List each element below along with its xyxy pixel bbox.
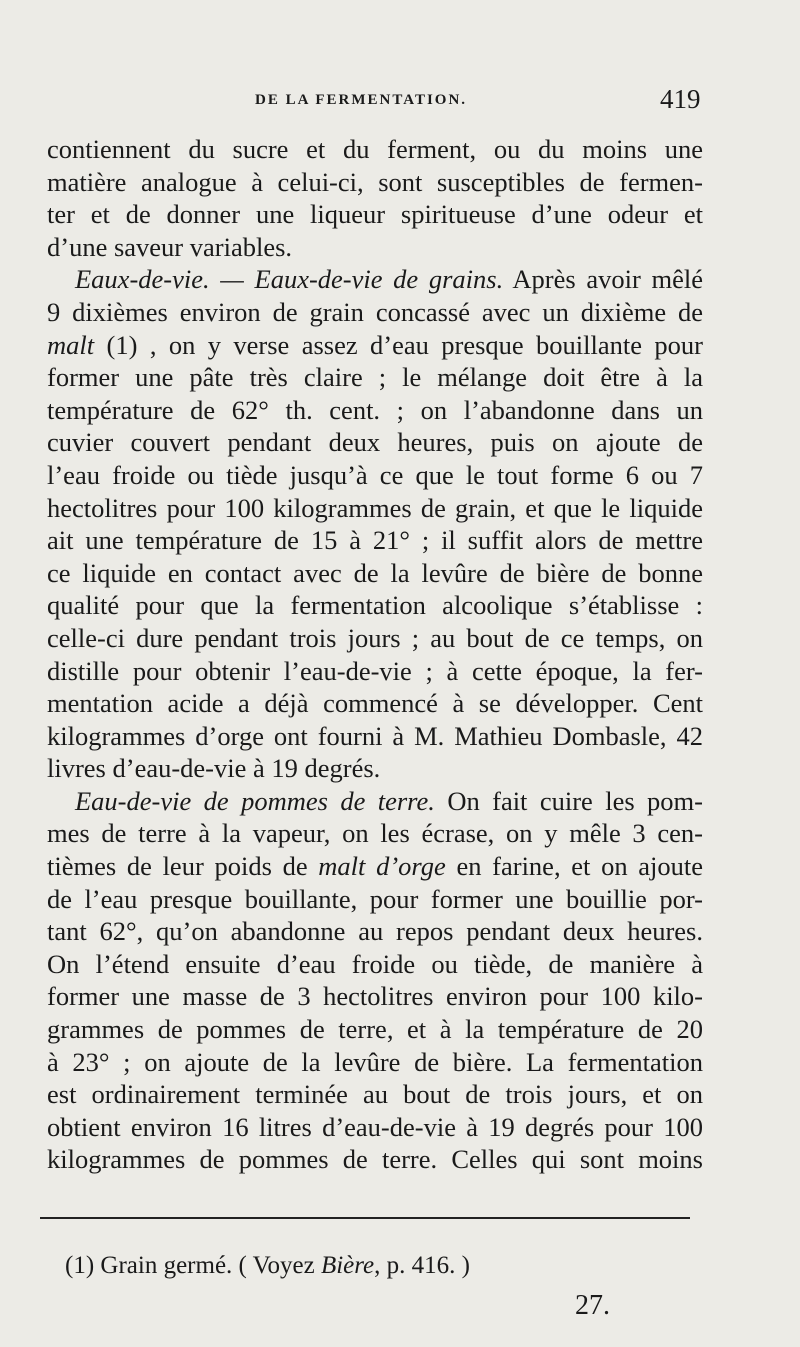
text-line — [47, 785, 703, 818]
text-line: à 23° ; on ajoute de la levûre de bière. La fermentation — [47, 1046, 703, 1077]
text-line — [47, 329, 703, 362]
footnote-italic: Bière — [320, 1252, 375, 1279]
text-line: d’une saveur variables. — [47, 231, 293, 262]
footnote — [65, 1252, 470, 1280]
text-line: celle-ci dure pendant trois jours ; au bout de ce temps, on — [47, 622, 703, 653]
body-text — [47, 133, 703, 1176]
text-line: ter et de donner une liqueur spiritueuse d’une odeur et — [47, 199, 703, 230]
text-fragment: tièmes de leur poids de — [47, 851, 319, 882]
text-line: cuvier couvert pendant deux heures, puis on ajoute de — [47, 427, 703, 458]
text-line: former une pâte très claire ; le mélange doit être à la — [47, 362, 703, 393]
footnote-text: (1) Grain germé. ( Voyez — [65, 1252, 321, 1279]
text-line: qualité pour que la fermentation alcoolique s’établisse : — [47, 590, 703, 621]
text-line: livres d’eau-de-vie à 19 degrés. — [47, 753, 381, 784]
italic-term: malt d’orge — [318, 851, 446, 882]
text-fragment: Après avoir mêlé — [503, 264, 703, 295]
text-line: hectolitres pour 100 kilogrammes de grain, et que le liquide — [47, 492, 703, 523]
page-number: 419 — [660, 84, 701, 114]
text-line: de l’eau presque bouillante, pour former une bouillie por- — [47, 883, 703, 914]
footnote-divider — [40, 1217, 690, 1219]
text-line: grammes de pommes de terre, et à la température de 20 — [47, 1014, 703, 1045]
text-line: matière analogue à celui-ci, sont susceptibles de fermen- — [47, 166, 703, 197]
text-line: 9 dixièmes environ de grain concassé avec un dixième de — [47, 296, 703, 327]
text-line: température de 62° th. cent. ; on l’abandonne dans un — [47, 394, 703, 425]
text-line: kilogrammes de pommes de terre. Celles qui sont moins — [47, 1144, 703, 1175]
text-line — [47, 850, 703, 883]
running-title: DE LA FERMENTATION. — [255, 92, 468, 108]
text-line — [47, 263, 703, 296]
italic-term: malt — [47, 329, 95, 360]
text-line: ce liquide en contact avec de la levûre de bière de bonne — [47, 557, 703, 588]
signature-mark: 27. — [575, 1290, 610, 1321]
text-line: ait une température de 15 à 21° ; il suffit alors de mettre — [47, 525, 703, 556]
footnote-text: , p. 416. ) — [374, 1252, 470, 1279]
text-line: l’eau froide ou tiède jusqu’à ce que le tout forme 6 ou 7 — [47, 459, 703, 490]
text-line: obtient environ 16 litres d’eau-de-vie à 19 degrés pour 100 — [47, 1111, 703, 1142]
text-line: tant 62°, qu’on abandonne au repos pendant deux heures. — [47, 916, 703, 947]
text-line: contiennent du sucre et du ferment, ou du moins une — [47, 134, 703, 164]
text-fragment: en farine, et on ajoute — [445, 851, 704, 882]
text-line: mentation acide a déjà commencé à se développer. Cent — [47, 688, 703, 719]
text-fragment: On fait cuire les pom- — [434, 785, 703, 816]
text-line: distille pour obtenir l’eau-de-vie ; à cette époque, la fer- — [47, 655, 703, 686]
section-heading-grains: Eaux-de-vie. — Eaux-de-vie de grains. — [75, 264, 504, 295]
text-line: former une masse de 3 hectolitres environ pour 100 kilo- — [47, 981, 703, 1012]
text-fragment: (1) , on y verse assez d’eau presque bouillante pour — [94, 329, 703, 360]
text-line: mes de terre à la vapeur, on les écrase, on y mêle 3 cen- — [47, 818, 703, 849]
section-heading-potatoes: Eau-de-vie de pommes de terre. — [75, 785, 435, 816]
text-line: est ordinairement terminée au bout de trois jours, et on — [47, 1079, 703, 1110]
text-line: kilogrammes d’orge ont fourni à M. Mathieu Dombasle, 42 — [47, 720, 703, 751]
text-line: On l’étend ensuite d’eau froide ou tiède, de manière à — [47, 948, 703, 979]
